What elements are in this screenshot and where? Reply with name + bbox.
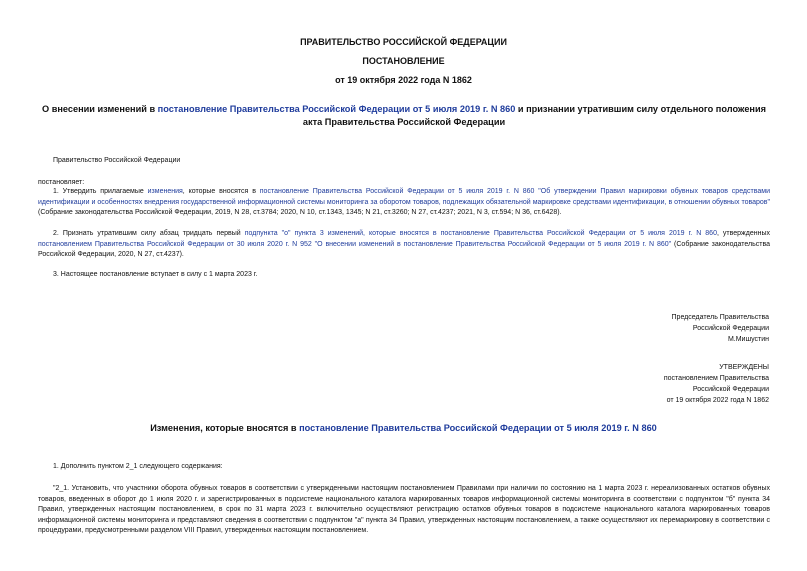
approval-line-3: Российской Федерации [692, 386, 769, 393]
clause-2 [38, 229, 770, 261]
subparagraph-link[interactable]: подпункта "о" пункта 3 изменений, которые вносятся в постановление Правительства Российской Федерации от 5 июля 2019 г. N 860 [244, 230, 717, 237]
approval-line-2: постановлением Правительства [663, 375, 769, 382]
signature-country: Российской Федерации [692, 325, 769, 332]
clause-1 [38, 187, 770, 219]
subject-suffix: и признании утратившим силу отдельного положения акта Правительства Российской Федерации [302, 104, 766, 127]
subject-prefix: О внесении изменений в [42, 104, 158, 114]
decree-860-link[interactable]: постановление Правительства Российской Федерации от 5 июля 2019 г. N 860 "Об утверждении Правил маркировки обувных товаров средствами идентификации и особенностях внедрения государственной информационной системы мониторинга за оборотом товаров, подлежащих обязательной маркировке средствами идентификации, в отношении обувных товаров" [38, 188, 770, 206]
clause-1-text-a: 1. Утвердить прилагаемые [53, 188, 148, 195]
change-item-1: 1. Дополнить пунктом 2_1 следующего содержания: [53, 463, 223, 470]
changes-title-link[interactable]: постановление Правительства Российской Федерации от 5 июля 2019 г. N 860 [299, 423, 657, 433]
signature-block [672, 312, 769, 345]
clause-2-text-c: (Собрание законодательства Российской Федерации, 2020, N 27, ст.4237). [38, 240, 770, 258]
changes-title [0, 423, 807, 433]
decree-952-link[interactable]: постановлением Правительства Российской Федерации от 30 июля 2020 г. N 952 "О внесении изменений в постановление Правительства Российской Федерации от 5 июля 2019 г. N 860" [38, 240, 672, 248]
changes-title-prefix: Изменения, которые вносятся в [150, 423, 300, 433]
approval-block [664, 362, 769, 406]
changes-link[interactable]: изменения [147, 188, 183, 195]
government-line: Правительство Российской Федерации [53, 157, 181, 164]
document-subject [34, 103, 774, 129]
signature-title: Председатель Правительства [671, 314, 769, 321]
change-paragraph-2-1: "2_1. Установить, что участники оборота обувных товаров в соответствии с утвержденными настоящим постановлением Правилами при наличии по состоянию на 1 марта 2023 г. нереализованных остатков обувных товаров, введенных в оборот до 1 июля 2020 г. и зарегистрированных в подсистеме национального каталога маркированных товаров информационной системы мониторинга в соответствии с подпунктом "б" пункта 34 Правил, утвержденных настоящим постановлением, в срок по 31 марта 2023 г. включительно осуществляют регистрацию остатков обувных товаров в подсистеме национального каталога маркированных товаров информационной системы мониторинга и представляют сведения в соответствии с подпунктом "а" пункта 34 Правил, утвержденных настоящим постановлением, а также осуществляют их перемаркировку в соответствии с процедурами, предусмотренными разделом VIII Правил, утвержденных настоящим постановлением. [38, 485, 770, 534]
decrees-line: постановляет: [38, 179, 85, 186]
signatory-name: М.Мишустин [727, 336, 769, 343]
document-type: ПОСТАНОВЛЕНИЕ [362, 56, 445, 66]
clause-1-text-c: (Собрание законодательства Российской Федерации, 2019, N 28, ст.3784; 2020, N 10, ст.1343, 1345; N 21, ст.3260; N 27, ст.4237; 2021, N 3, ст.594; N 36, ст.6428). [38, 209, 562, 216]
approval-date: от 19 октября 2022 года N 1862 [666, 397, 769, 404]
issuing-authority: ПРАВИТЕЛЬСТВО РОССИЙСКОЙ ФЕДЕРАЦИИ [300, 37, 507, 47]
document-date-number: от 19 октября 2022 года N 1862 [335, 75, 472, 85]
subject-decree-link[interactable]: постановление Правительства Российской Федерации от 5 июля 2019 г. N 860 [157, 104, 516, 114]
approval-heading: УТВЕРЖДЕНЫ [719, 364, 769, 371]
clause-1-text-b: , которые вносятся в [182, 188, 260, 195]
clause-3: 3. Настоящее постановление вступает в силу с 1 марта 2023 г. [53, 271, 258, 278]
clause-2-text-a: 2. Признать утратившим силу абзац тридцать первый [53, 230, 245, 237]
clause-2-text-b: , утвержденных [716, 230, 770, 237]
